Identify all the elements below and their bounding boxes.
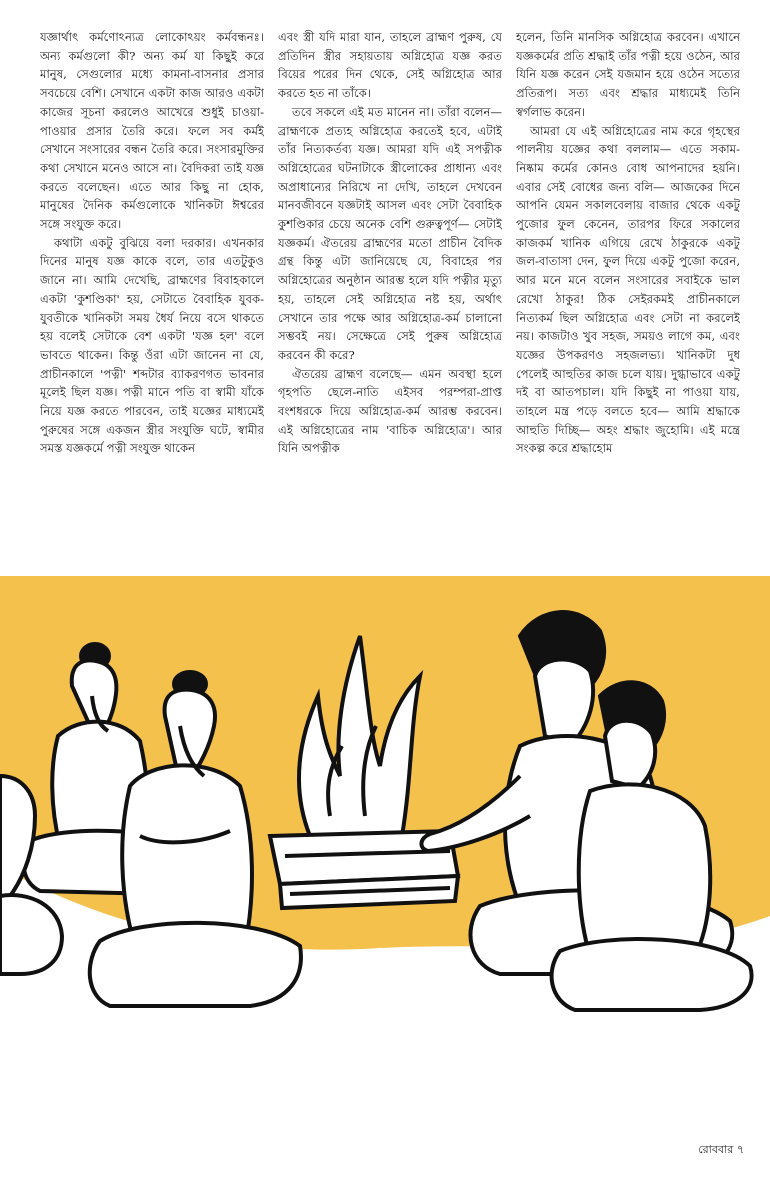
article-column-3: [516, 28, 740, 563]
paragraph: আমরা যে এই অগ্নিহোত্রের নাম করে গৃহস্থের পালনীয় যজ্ঞের কথা বললাম— এতে সকাম-নিষ্কাম কর্মের কোনও বোধ আপনাদের হয়নি। এবার সেই বোধের জন্য বলি— আজকের দিনে আপনি যেমন সকালবেলায় বাজার থেকে একটু পুজোর ফুল কেনেন, তারপর ফিরে সকালের কাজকর্ম খানিক এগিয়ে রেখে ঠাকুরকে একটু জল-বাতাসা দেন, ফুল দিয়ে একটু পুজো করেন, আর মনে মনে বলেন সংসারের সবাইকে ভাল রেখো ঠাকুর! ঠিক সেইরকমই প্রাচীনকালে নিত্যকর্ম ছিল অগ্নিহোত্র এবং সেটা না করলেই নয়। কাজটাও খুব সহজ, সময়ও লাগে কম, এবং যজ্ঞের উপকরণও সহজলভ্য। খানিকটা দুধ পেলেই আহুতির কাজ চলে যায়। দুগ্ধাভাবে একটু দই বা আতপচাল। যদি কিছুই না পাওয়া যায়, তাহলে মন্ত্র পড়ে বলতে হবে— আমি শ্রদ্ধাকে আহুতি দিচ্ছি— অহং শ্রদ্ধাং জুহোমি। এই মন্ত্রে সংকল্প করে শ্রদ্ধাহোম: [516, 123, 740, 456]
paragraph: এবং স্ত্রী যদি মারা যান, তাহলে ব্রাহ্মণ পুরুষ, যে প্রতিদিন স্ত্রীর সহায়তায় অগ্নিহোত্র যজ্ঞ করত বিয়ের পরের দিন থেকে, সেই অগ্নিহোত্র আর করতে হত না তাঁকে।: [278, 30, 502, 101]
yajna-scene-svg: [0, 576, 770, 1046]
page-folio: রোববার ৭: [698, 1143, 744, 1156]
paragraph: কথাটা একটু বুঝিয়ে বলা দরকার। এখনকার দিনের মানুষ যজ্ঞ কাকে বলে, তার এতটুকুও জানে না। আমি দেখেছি, ব্রাহ্মণের বিবাহকালে একটা 'কুশণ্ডিকা' হয়, সেটাতে বৈবাহিক যুবক-যুবতীকে খানিকটা সময় ধৈর্য নিয়ে বসে থাকতে হয় বলেই সেটাকে বেশ একটা 'যজ্ঞ হল' বলে ভাবতে থাকেন। কিন্তু ওঁরা এটা জানেন না যে, প্রাচীনকালে 'পত্নী' শব্দটার ব্যাকরণগত ভাবনার মূলেই ছিল যজ্ঞ। পত্নী মানে পতি বা স্বামী যাঁকে নিয়ে যজ্ঞ করতে পারবেন, তাই যজ্ঞের মাধ্যমেই পুরুষের সঙ্গে একজন স্ত্রীর সংযুক্তি ঘটে, স্বামীর সমস্ত যজ্ঞকর্মে পত্নী সংযুক্ত থাকেন: [40, 235, 264, 456]
paragraph: যজ্ঞার্থাৎ কর্মণোঽন্যত্র লোকোঽয়ং কর্মবন্ধনঃ। অন্য কর্মগুলো কী? অন্য কর্ম যা কিছুই করে মানুষ, সেগুলোর মধ্যে কামনা-বাসনার প্রসার সবচেয়ে বেশি। সেখানে একটা কাজ আরও একটা কাজের সূচনা করলেও আখেরে শুধুই চাওয়া-পাওয়ার প্রসার তৈরি করে। ফলে সব কর্মই সেখানে সংসারের বন্ধন তৈরি করে। সংসারমুক্তির কথা সেখানে মনেও আসে না। বৈদিকরা তাই যজ্ঞ করতে বলেছেন। এতে আর কিছু না হোক, মানুষের দৈনিক কর্মগুলোকে খানিকটা ঈশ্বরের সঙ্গে সংযুক্ত করে।: [40, 30, 264, 232]
article-columns: [40, 28, 740, 563]
paragraph: হলেন, তিনি মানসিক অগ্নিহোত্র করবেন। এখানে যজ্ঞকর্মের প্রতি শ্রদ্ধাই তাঁর পত্নী হয়ে ওঠেন, আর যিনি যজ্ঞ করেন সেই যজমান হয়ে ওঠেন সত্যের প্রতিরূপ। সত্য এবং শ্রদ্ধার মাধ্যমেই তিনি স্বর্গলাভ করেন।: [516, 30, 740, 119]
yajna-illustration: [0, 576, 770, 1046]
article-column-1: [40, 28, 264, 563]
paragraph: তবে সকলে এই মত মানেন না। তাঁরা বলেন— ব্রাহ্মণকে প্রত্যহ অগ্নিহোত্র করতেই হবে, এটাই তাঁর নিত্যকর্তব্য যজ্ঞ। আমরা যদি এই সপত্নীক অগ্নিহোত্রের ঘটনাটাকে স্ত্রীলোকের প্রাধান্য এবং অপ্রাধান্যের নিরিখে না দেখি, তাহলে দেখবেন মানবজীবনে যজ্ঞটাই আসল এবং সেটা বৈবাহিক কুশণ্ডিকার চেয়ে অনেক বেশি গুরুত্বপূর্ণ— সেটাই যজ্ঞকর্ম। ঐতরেয় ব্রাহ্মণের মতো প্রাচীন বৈদিক গ্রন্থ কিন্তু এটা জানিয়েছে যে, বিবাহের পর অগ্নিহোত্রের অনুষ্ঠান আরম্ভ হলে যদি পত্নীর মৃত্যু হয়, তাহলে সেই অগ্নিহোত্র নষ্ট হয়, অর্থাৎ সেখানে তার পক্ষে আর অগ্নিহোত্র-কর্ম চালানো সম্ভবই নয়। সেক্ষেত্রে সেই পুরুষ অগ্নিহোত্র করবেন কী করে?: [278, 104, 502, 362]
article-column-2: [278, 28, 502, 563]
paragraph: ঐতরেয় ব্রাহ্মণ বলেছে— এমন অবস্থা হলে গৃহপতি ছেলে-নাতি এইসব পরম্পরা-প্রাপ্ত বংশধরকে দিয়ে অগ্নিহোত্র-কর্ম আরম্ভ করবেন। এই অগ্নিহোত্রের নাম 'বাচিক অগ্নিহোত্র'। আর যিনি অপত্নীক: [278, 366, 502, 456]
